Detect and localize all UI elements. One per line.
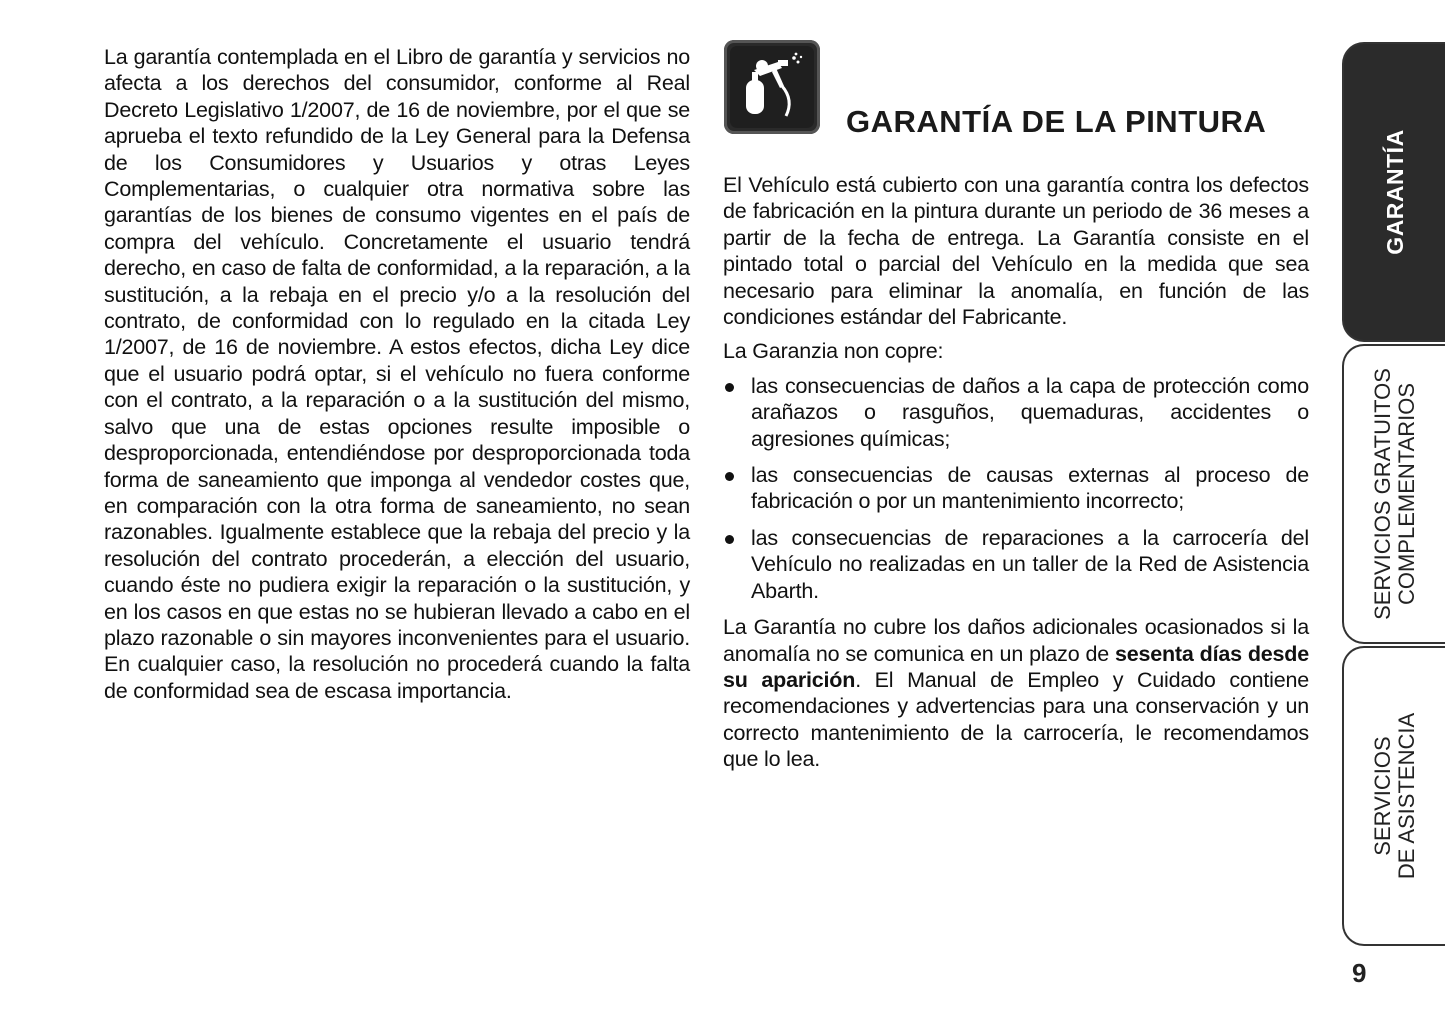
closing-text-start: La Garantía no cubre los daños adicionales ocasionados si la anomalía no se comunica en un plazo de (723, 615, 1309, 666)
not-covered-list (723, 373, 1309, 604)
list-item (723, 373, 1309, 452)
list-item (723, 462, 1309, 515)
tab-garantia-label: GARANTÍA (1381, 129, 1408, 255)
spray-gun-icon (724, 40, 820, 134)
closing-text-end: . El Manual de Empleo y Cuidado contiene recomendaciones y advertencias para una conservación y un correcto mantenimiento de la carrocería, le recomendamos que lo lea. (723, 667, 1310, 772)
closing-paragraph (723, 614, 1309, 772)
list-item-text: las consecuencias de reparaciones a la carrocería del Vehículo no realizadas en un taller de la Red de Asistencia Abarth. (751, 525, 1309, 603)
list-item-text: las consecuencias de daños a la capa de protección como arañazos o rasguños, quemaduras, accidentes o agresiones químicas; (751, 373, 1309, 451)
tab-garantia[interactable] (1342, 42, 1445, 342)
page-number: 9 (1352, 958, 1367, 988)
body-paragraph-left: La garantía contemplada en el Libro de garantía y servicios no afecta a los derechos del consumidor, conforme al Real Decreto Legislativo 1/2007, de 16 de noviembre, por el que se aprueba el texto refundido de la Ley General para la Defensa de los Consumidores y Usuarios y otras Leyes Complementarias, o cualquier otra normativa sobre las garantías de los bienes de consumo vigentes en el país de compra del vehículo. Concretamente el usuario tendrá derecho, en caso de falta de conformidad, a la reparación, a la sustitución, a la rebaja en el precio y/o a la resolución del contrato, de conformidad con lo regulado en la citada Ley 1/2007, de 16 de noviembre. A estos efectos, dicha Ley dice que el usuario podrá optar, si el vehículo no fuera conforme con el contrato, a la reparación o a la sustitución del mismo, salvo que una de estas opciones resulte imposible o desproporcionada, entendiéndose por desproporcionada toda forma de saneamiento que imponga al vendedor costes que, en comparación con la otra forma de saneamiento, no sean razonables. Igualmente establece que la rebaja del precio y la resolución del contrato procederán, a elección del usuario, cuando éste no pudiera exigir la reparación o la sustitución, y en los casos en que estas no se hubieran llevado a cabo en el plazo razonable o sin mayores inconvenientes para el usuario. En cualquier caso, la resolución no procederá cuando la falta de conformidad sea de escasa importancia. (104, 45, 690, 703)
tab-servicios-gratuitos[interactable] (1342, 344, 1445, 644)
bullet-icon (725, 472, 734, 481)
tab-servicios-asistencia-label: SERVICIOS DE ASISTENCIA (1369, 712, 1419, 880)
closing-text-bold: sesenta días desde su aparición (723, 641, 1309, 692)
section-heading: GARANTÍA DE LA PINTURA (846, 104, 1267, 139)
right-column (723, 172, 1309, 781)
bullet-icon (725, 535, 734, 544)
not-covered-label: La Garanzia non copre: (723, 339, 944, 364)
tab-servicios-asistencia[interactable] (1342, 646, 1445, 946)
bullet-icon (725, 383, 734, 392)
list-item (723, 525, 1309, 604)
tab-servicios-gratuitos-label: SERVICIOS GRATUITOS COMPLEMENTARIOS (1369, 368, 1419, 620)
list-item-text: las consecuencias de causas externas al proceso de fabricación o por un mantenimiento incorrecto; (751, 463, 1309, 514)
intro-paragraph: El Vehículo está cubierto con una garantía contra los defectos de fabricación en la pintura durante un periodo de 36 meses a partir de la fecha de entrega. La Garantía consiste en el pintado total o parcial del Vehículo en la medida que sea necesario para eliminar la anomalía, en función de las condiciones estándar del Fabricante. (723, 173, 1309, 330)
